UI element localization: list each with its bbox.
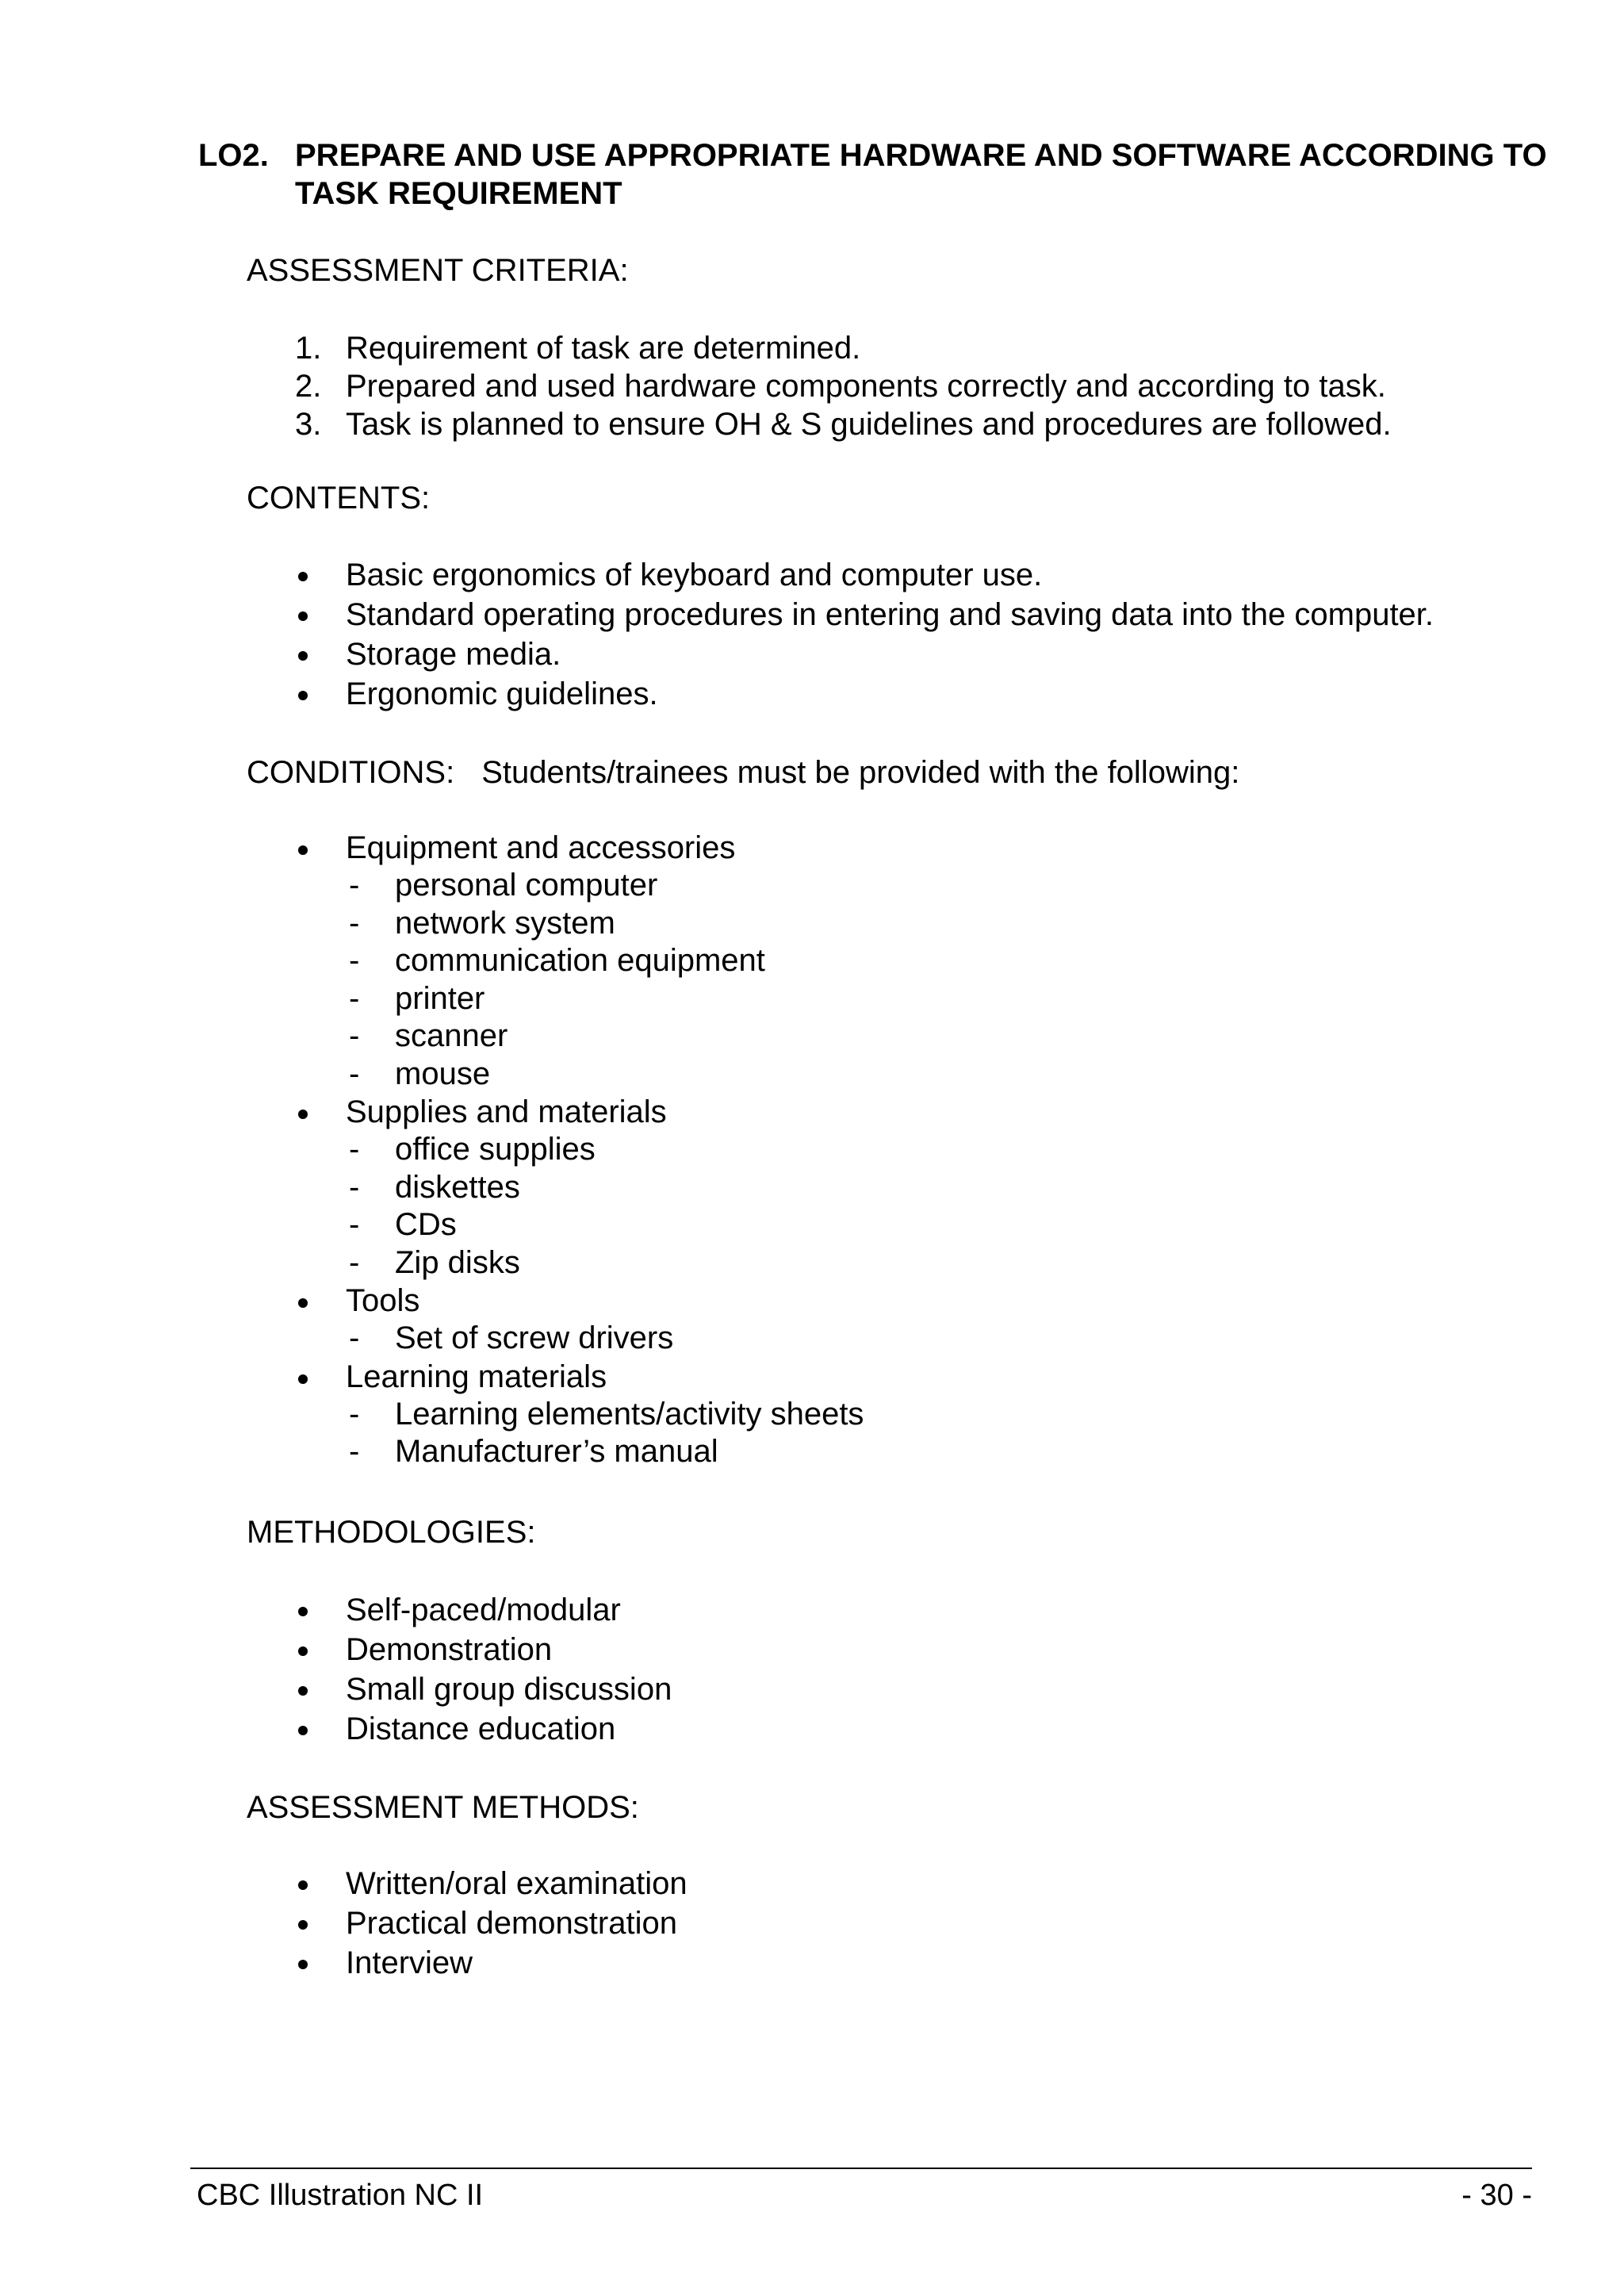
dash-marker: - bbox=[349, 1169, 360, 1205]
footer-divider bbox=[190, 2168, 1532, 2169]
bullet-icon bbox=[295, 1864, 346, 1903]
condition-sub-item bbox=[295, 905, 864, 943]
condition-sub-item bbox=[295, 867, 864, 905]
item-text: Interview bbox=[346, 1945, 473, 1980]
sub-item-text: CDs bbox=[395, 1207, 457, 1242]
bullet-icon bbox=[295, 674, 346, 714]
condition-sub-item bbox=[295, 1131, 864, 1169]
bullet-icon bbox=[295, 1630, 346, 1669]
list-item bbox=[295, 1709, 672, 1749]
condition-group-learning-materials bbox=[295, 1358, 864, 1396]
sub-item-text: Set of screw drivers bbox=[395, 1320, 674, 1355]
bullet-icon bbox=[295, 1709, 346, 1749]
dash-marker: - bbox=[349, 943, 360, 978]
contents-list bbox=[295, 555, 1434, 714]
assessment-criteria-list bbox=[295, 329, 1392, 443]
condition-group-tools bbox=[295, 1282, 864, 1320]
assessment-methods-list bbox=[295, 1864, 688, 1983]
item-number: 1. bbox=[295, 331, 322, 366]
item-text: Standard operating procedures in entering and saving data into the computer. bbox=[346, 597, 1434, 632]
item-text: Task is planned to ensure OH & S guidelines and procedures are followed. bbox=[346, 407, 1392, 442]
learning-outcome-number: LO2. bbox=[198, 138, 269, 173]
list-item bbox=[295, 1669, 672, 1709]
item-text: Demonstration bbox=[346, 1632, 553, 1667]
dash-marker: - bbox=[349, 1244, 360, 1280]
item-text: Storage media. bbox=[346, 637, 561, 672]
condition-sub-item bbox=[295, 1056, 864, 1094]
condition-group-label: Learning materials bbox=[346, 1359, 607, 1394]
bullet-icon bbox=[295, 829, 346, 867]
condition-sub-item bbox=[295, 1206, 864, 1244]
bullet-icon bbox=[295, 555, 346, 595]
page-number: - 30 - bbox=[1461, 2179, 1532, 2212]
dash-marker: - bbox=[349, 1132, 360, 1167]
dash-marker: - bbox=[349, 1396, 360, 1432]
sub-item-text: personal computer bbox=[395, 868, 658, 903]
item-text: Prepared and used hardware components correctly and according to task. bbox=[346, 369, 1386, 404]
sub-item-text: scanner bbox=[395, 1018, 508, 1053]
list-item bbox=[295, 1590, 672, 1630]
condition-sub-item bbox=[295, 980, 864, 1018]
assessment-criteria-heading: ASSESSMENT CRITERIA: bbox=[247, 253, 629, 288]
condition-group-label: Tools bbox=[346, 1283, 420, 1318]
sub-item-text: Manufacturer’s manual bbox=[395, 1434, 718, 1469]
assessment-methods-heading: ASSESSMENT METHODS: bbox=[247, 1790, 639, 1825]
bullet-icon bbox=[295, 1943, 346, 1983]
sub-item-text: Learning elements/activity sheets bbox=[395, 1396, 864, 1432]
bullet-icon bbox=[295, 1669, 346, 1709]
item-text: Ergonomic guidelines. bbox=[346, 677, 658, 711]
condition-group-equipment bbox=[295, 829, 864, 867]
sub-item-text: office supplies bbox=[395, 1132, 596, 1167]
condition-sub-item bbox=[295, 1396, 864, 1434]
conditions-heading bbox=[247, 753, 1239, 792]
sub-item-text: Zip disks bbox=[395, 1244, 520, 1280]
condition-group-label: Equipment and accessories bbox=[346, 830, 736, 865]
sub-item-text: mouse bbox=[395, 1056, 491, 1091]
item-number: 2. bbox=[295, 369, 322, 404]
item-text: Distance education bbox=[346, 1711, 616, 1746]
list-item bbox=[295, 1864, 688, 1903]
bullet-icon bbox=[295, 1590, 346, 1630]
dash-marker: - bbox=[349, 980, 360, 1016]
condition-sub-item bbox=[295, 1169, 864, 1207]
item-text: Basic ergonomics of keyboard and computer use. bbox=[346, 558, 1043, 592]
item-text: Requirement of task are determined. bbox=[346, 331, 861, 366]
conditions-list bbox=[295, 829, 864, 1471]
list-item bbox=[295, 674, 1434, 714]
methodologies-heading: METHODOLOGIES: bbox=[247, 1515, 536, 1550]
sub-item-text: communication equipment bbox=[395, 943, 765, 978]
list-item bbox=[295, 1630, 672, 1669]
dash-marker: - bbox=[349, 1320, 360, 1355]
condition-sub-item bbox=[295, 1244, 864, 1282]
methodologies-list bbox=[295, 1590, 672, 1749]
item-text: Self-paced/modular bbox=[346, 1593, 621, 1627]
learning-outcome-heading bbox=[198, 136, 1562, 213]
list-item bbox=[295, 1903, 688, 1943]
list-item bbox=[295, 405, 1392, 443]
bullet-icon bbox=[295, 1093, 346, 1131]
item-text: Practical demonstration bbox=[346, 1906, 677, 1941]
dash-marker: - bbox=[349, 905, 360, 941]
item-text: Written/oral examination bbox=[346, 1866, 688, 1901]
sub-item-text: diskettes bbox=[395, 1169, 520, 1205]
condition-sub-item bbox=[295, 942, 864, 980]
condition-sub-item bbox=[295, 1320, 864, 1358]
bullet-icon bbox=[295, 634, 346, 674]
list-item bbox=[295, 1943, 688, 1983]
dash-marker: - bbox=[349, 868, 360, 903]
item-text: Small group discussion bbox=[346, 1672, 672, 1707]
sub-item-text: network system bbox=[395, 905, 615, 941]
footer-document-title: CBC Illustration NC II bbox=[197, 2179, 484, 2212]
list-item bbox=[295, 595, 1434, 634]
list-item bbox=[295, 367, 1392, 405]
condition-sub-item bbox=[295, 1018, 864, 1056]
dash-marker: - bbox=[349, 1018, 360, 1053]
sub-item-text: printer bbox=[395, 980, 485, 1016]
dash-marker: - bbox=[349, 1434, 360, 1469]
bullet-icon bbox=[295, 1282, 346, 1320]
dash-marker: - bbox=[349, 1056, 360, 1091]
bullet-icon bbox=[295, 1358, 346, 1396]
condition-group-label: Supplies and materials bbox=[346, 1094, 667, 1129]
condition-sub-item bbox=[295, 1433, 864, 1471]
conditions-intro: Students/trainees must be provided with the following: bbox=[481, 755, 1240, 790]
contents-heading: CONTENTS: bbox=[247, 481, 431, 516]
dash-marker: - bbox=[349, 1207, 360, 1242]
item-number: 3. bbox=[295, 407, 322, 442]
bullet-icon bbox=[295, 1903, 346, 1943]
conditions-label: CONDITIONS: bbox=[247, 755, 455, 790]
list-item bbox=[295, 555, 1434, 595]
bullet-icon bbox=[295, 595, 346, 634]
learning-outcome-title: PREPARE AND USE APPROPRIATE HARDWARE AND SOFTWARE ACCORDING TO TASK REQUIREMENT bbox=[295, 138, 1547, 211]
list-item bbox=[295, 634, 1434, 674]
condition-group-supplies bbox=[295, 1093, 864, 1131]
list-item bbox=[295, 329, 1392, 367]
